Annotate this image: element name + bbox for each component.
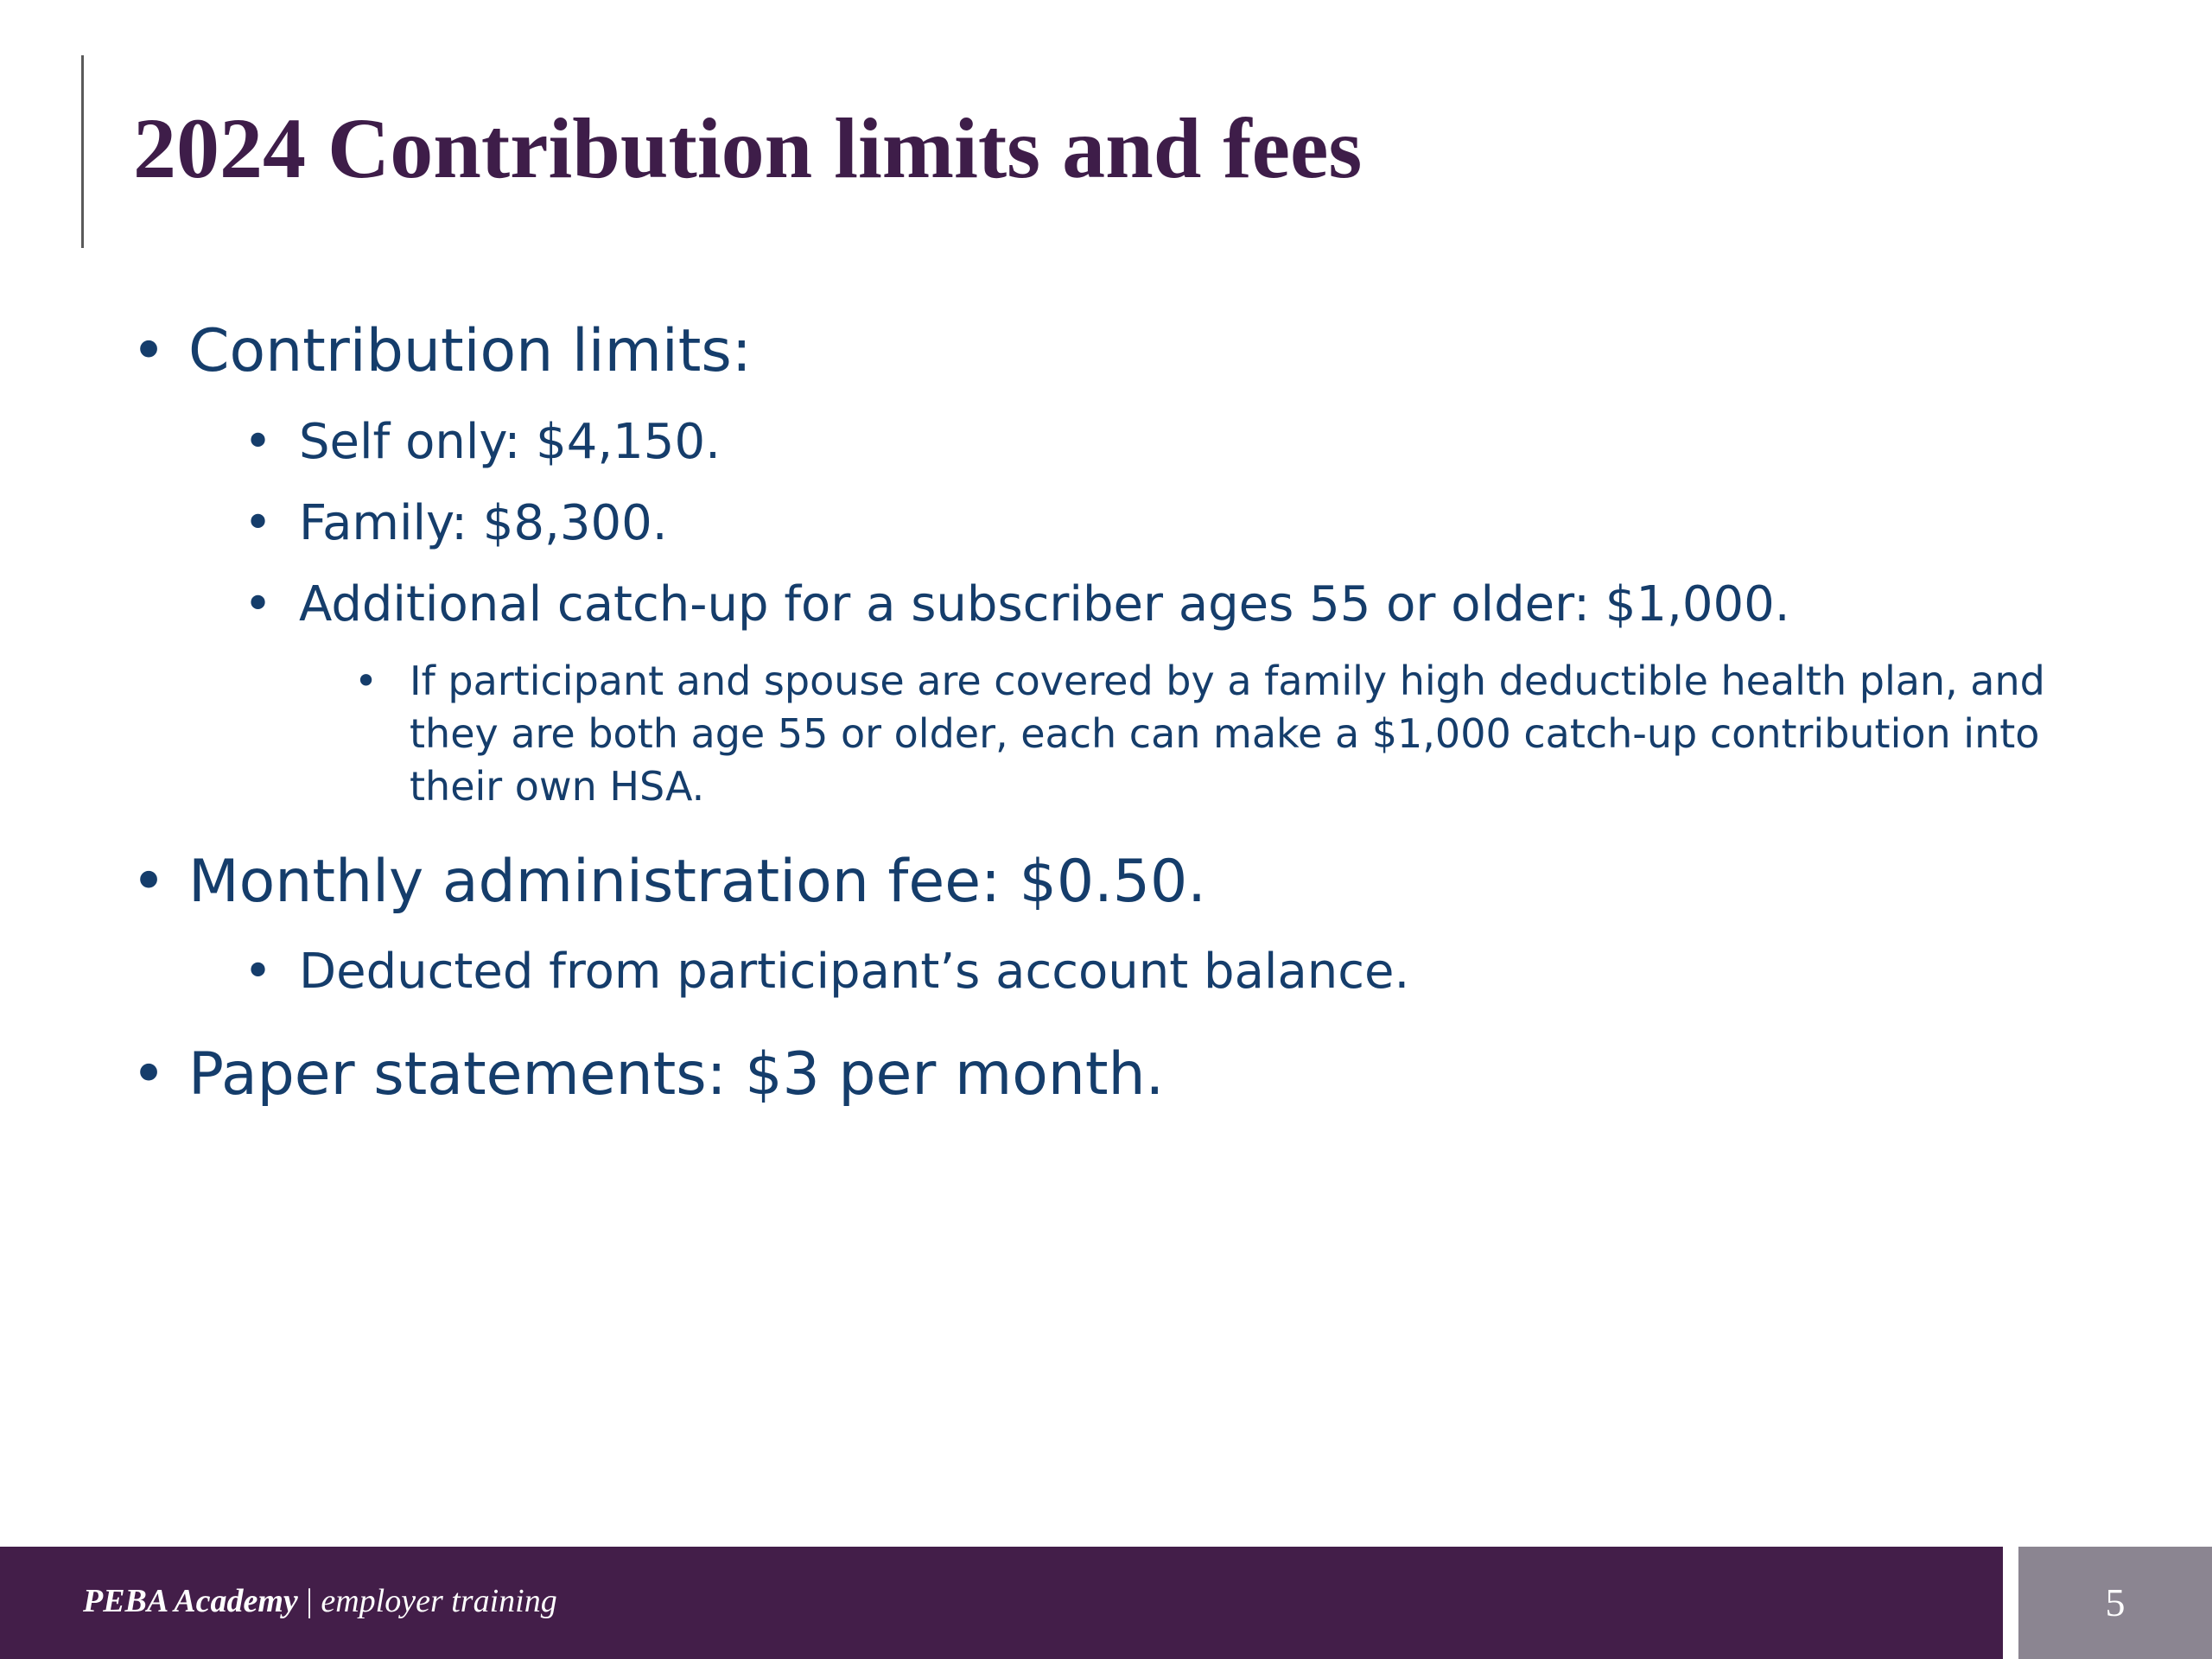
- bullet-dot: •: [244, 495, 273, 551]
- bullet-dot: •: [131, 1040, 167, 1109]
- bullet-dot: •: [244, 414, 273, 470]
- bullet-paper-statements: [131, 1040, 1165, 1109]
- bullet-family: [244, 493, 668, 554]
- bullet-text: If participant and spouse are covered by a family high deductible health plan, and they are both age 55 or older, each can make a $1,000 catch-up contribution into their own HSA.: [410, 658, 2045, 810]
- bullet-contribution-limits: [131, 317, 752, 386]
- bullet-text: Self only: $4,150.: [299, 414, 721, 470]
- bullet-deducted: [244, 942, 1410, 1002]
- footer-subtitle: employer training: [321, 1583, 557, 1619]
- bullet-self-only: [244, 412, 721, 473]
- bullet-text: Family: $8,300.: [299, 495, 668, 551]
- bullet-dot: •: [354, 658, 378, 704]
- bullet-dot: •: [131, 848, 167, 916]
- bullet-text: Paper statements: $3 per month.: [188, 1040, 1165, 1109]
- bullet-dot: •: [244, 576, 273, 632]
- slide-title: 2024 Contribution limits and fees: [133, 100, 1363, 196]
- footer-brand: PEBA Academy: [83, 1583, 298, 1619]
- footer-separator: |: [306, 1583, 313, 1619]
- bullet-text: Contribution limits:: [188, 317, 752, 385]
- title-accent-line: [81, 55, 84, 248]
- footer-label: [83, 1580, 557, 1623]
- bullet-text: Additional catch-up for a subscriber ages 55 or older: $1,000.: [299, 576, 1790, 632]
- bullet-dot: •: [131, 317, 167, 385]
- bullet-dot: •: [244, 944, 273, 1000]
- bullet-spouse-catch-up: [354, 655, 2069, 813]
- bullet-text: Monthly administration fee: $0.50.: [188, 848, 1206, 916]
- bullet-text: Deducted from participant’s account balance.: [299, 944, 1410, 1000]
- bullet-catch-up: [244, 575, 1790, 635]
- page-number: 5: [2105, 1580, 2126, 1624]
- bullet-monthly-fee: [131, 848, 1206, 917]
